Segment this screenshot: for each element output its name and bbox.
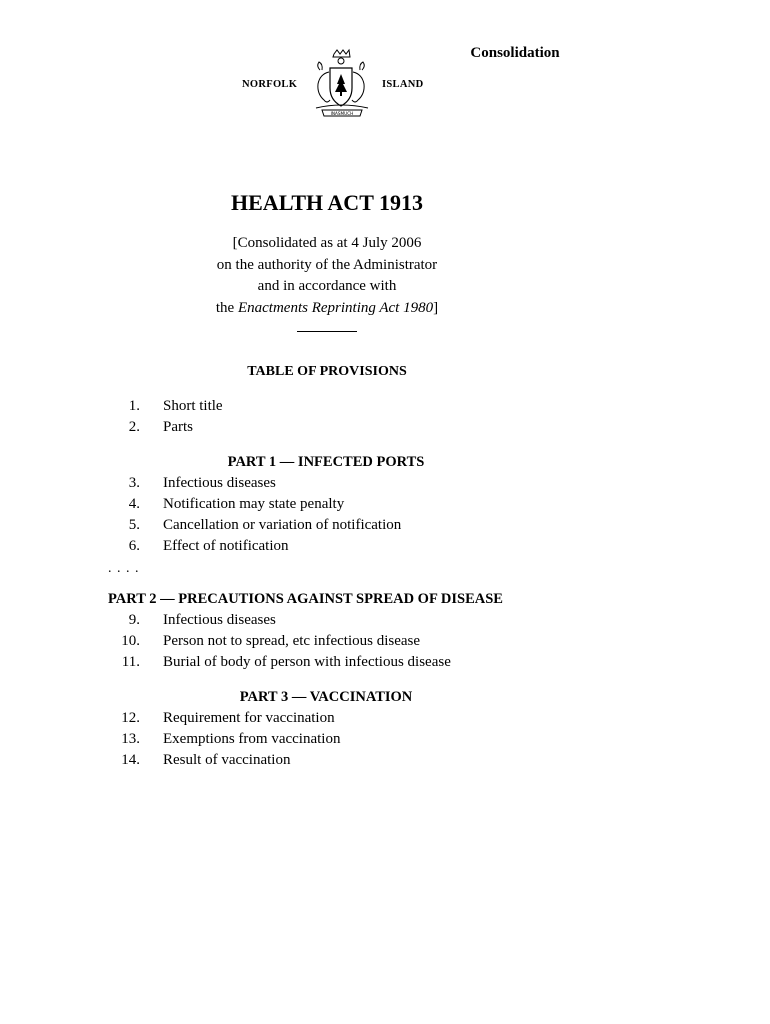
toc-entry-3[interactable] — [108, 473, 668, 494]
table-of-provisions — [108, 396, 668, 772]
toc-entry-10[interactable] — [108, 631, 668, 652]
section-number: 11. — [121, 654, 140, 671]
section-title: Infectious diseases — [163, 474, 276, 491]
section-number: 1. — [128, 398, 140, 414]
section-number: 5. — [128, 517, 140, 534]
consolidation-line-3: and in accordance with — [257, 278, 397, 294]
toc-entry-9[interactable] — [108, 610, 668, 631]
authority-prefix: the — [215, 299, 238, 316]
section-title: Exemptions from vaccination — [163, 730, 341, 747]
section-number: 9. — [128, 611, 140, 628]
section-title: Effect of notification — [163, 538, 289, 555]
part-3-heading[interactable]: PART 3 — VACCINATION — [239, 688, 413, 705]
toc-entry-5[interactable] — [108, 515, 668, 536]
omitted-sections: . . . . — [108, 560, 140, 576]
part-2-heading[interactable]: PART 2 — PRECAUTIONS AGAINST SPREAD OF DISEASE — [108, 590, 503, 607]
toc-entry-4[interactable] — [108, 494, 668, 515]
toc-entry-13[interactable] — [108, 729, 668, 750]
authority-suffix: ] — [433, 299, 439, 316]
spacer — [108, 580, 668, 588]
section-number: 2. — [128, 419, 140, 436]
section-title: Notification may state penalty — [163, 495, 345, 512]
section-number: 3. — [128, 474, 140, 491]
section-number: 10. — [121, 633, 140, 650]
section-title: Short title — [163, 398, 223, 414]
consolidation-label: Consolidation — [470, 45, 560, 61]
part-1-heading[interactable]: PART 1 — INFECTED PORTS — [227, 453, 425, 470]
crest-left-word: NORFOLK — [242, 79, 298, 90]
section-title: Person not to spread, etc infectious disease — [163, 633, 421, 650]
consolidation-line-4 — [0, 298, 654, 320]
authority-act-title: Enactments Reprinting Act 1980 — [237, 299, 434, 316]
section-title: Cancellation or variation of notification — [163, 517, 402, 534]
section-number: 13. — [121, 730, 140, 747]
section-title: Parts — [163, 419, 193, 436]
consolidation-line-1: [Consolidated as at 4 July 2006 — [232, 235, 422, 251]
spacer — [108, 674, 668, 686]
section-title: Infectious diseases — [163, 611, 276, 628]
section-number: 14. — [121, 752, 140, 769]
consolidation-statement — [0, 233, 654, 332]
section-number: 12. — [121, 709, 140, 726]
coat-of-arms-icon — [308, 48, 376, 120]
section-title: Result of vaccination — [163, 752, 291, 769]
spacer — [108, 439, 668, 451]
section-number: 4. — [128, 495, 140, 512]
toc-entry-1[interactable] — [108, 396, 668, 417]
toc-entry-6[interactable] — [108, 536, 668, 557]
toc-entry-11[interactable] — [108, 652, 668, 673]
section-title: Burial of body of person with infectious disease — [163, 654, 451, 671]
section-number: 6. — [128, 538, 140, 555]
crest-right-word: ISLAND — [382, 79, 424, 90]
crest-motto: INASMUCH — [330, 111, 354, 116]
toc-entry-12[interactable] — [108, 708, 668, 729]
consolidation-line-2: on the authority of the Administrator — [216, 256, 438, 273]
act-title: HEALTH ACT 1913 — [231, 190, 423, 215]
separator-rule — [297, 321, 357, 332]
norfolk-island-crest-header — [230, 48, 440, 122]
toc-entry-14[interactable] — [108, 750, 668, 771]
section-title: Requirement for vaccination — [163, 709, 335, 726]
toc-entry-2[interactable] — [108, 417, 668, 438]
toc-heading: TABLE OF PROVISIONS — [247, 364, 407, 379]
